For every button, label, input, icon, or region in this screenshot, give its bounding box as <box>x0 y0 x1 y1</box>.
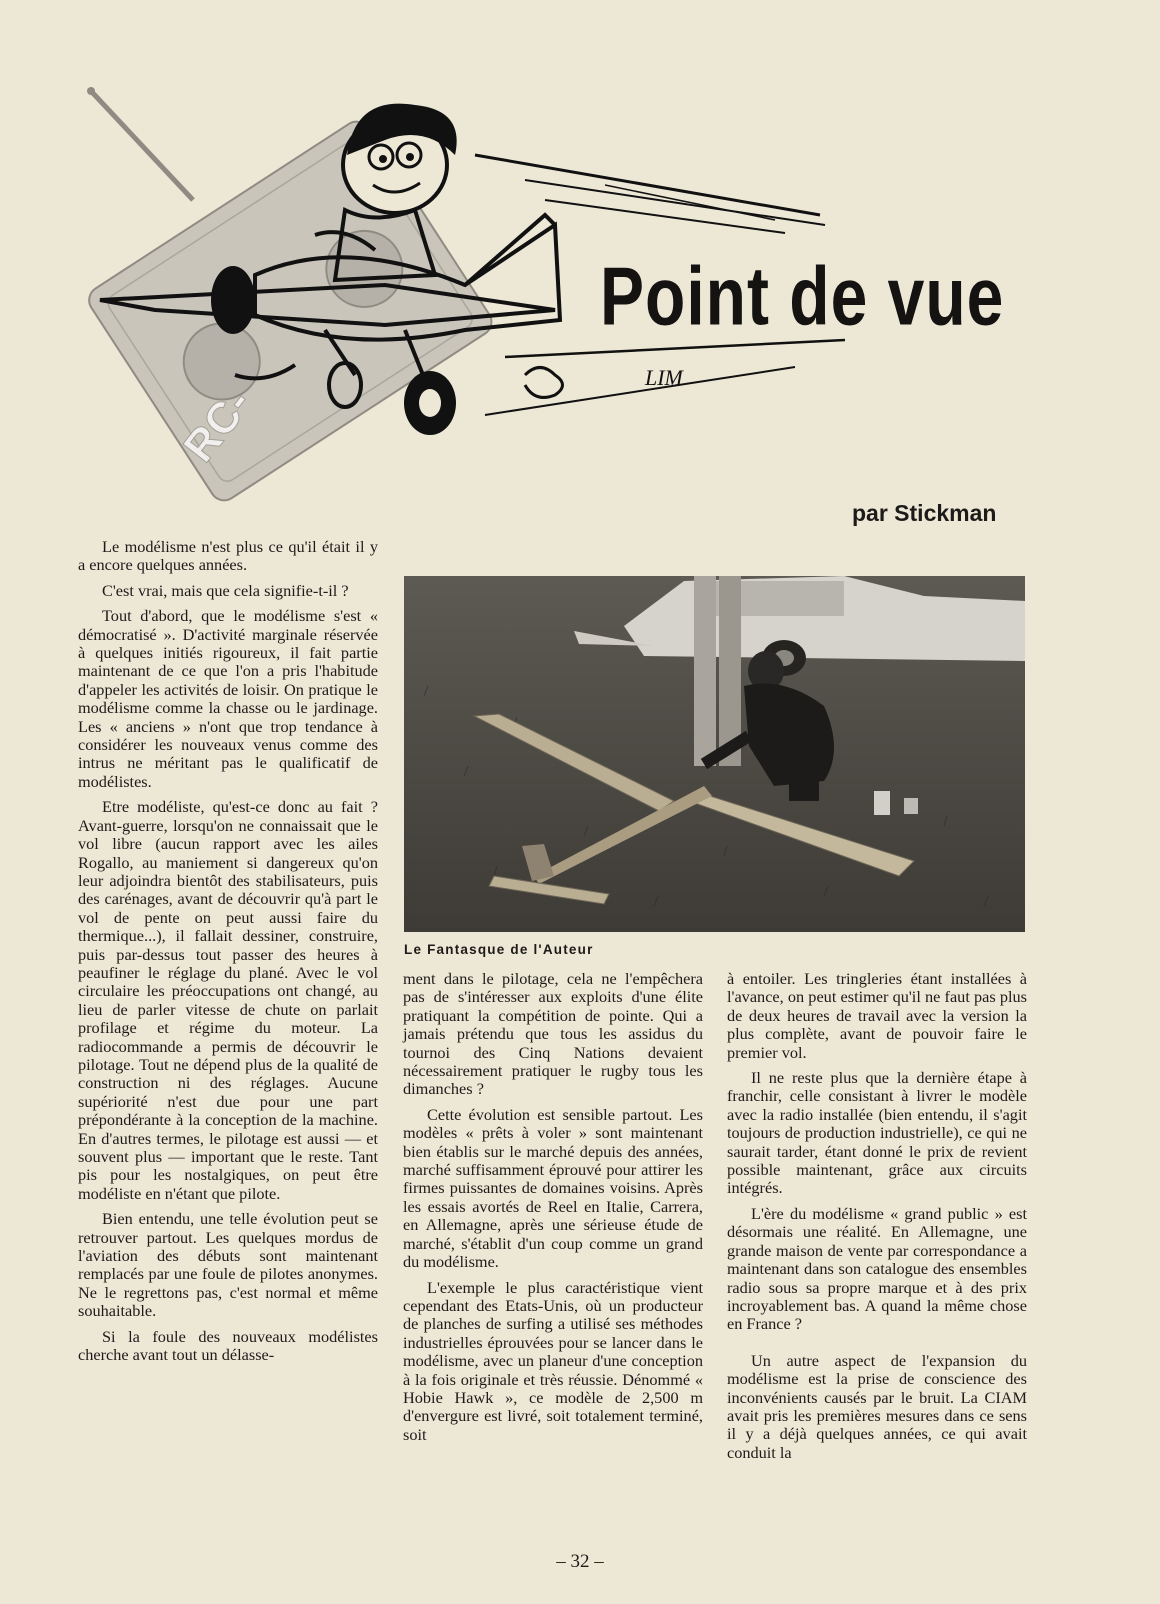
photo-caption: Le Fantasque de l'Auteur <box>404 942 594 957</box>
paragraph: C'est vrai, mais que cela signifie-t-il ? <box>102 580 349 600</box>
paragraph: Un autre aspect de l'expansion du modélisme est la prise de conscience des inconvénients causés par le bruit. La CIAM avait pris les premières mesures dans ce sens il y a déjà quelques années, ce qui avait conduit la <box>727 1350 1027 1462</box>
article-photo <box>404 576 1025 932</box>
paragraph: Cette évolution est sensible partout. Les modèles « prêts à voler » sont maintenant bien établis sur le marché depuis des années, marché suffisamment éprouvé pour attirer les firmes puissantes de domaines voisins. Après les essais avortés de Reel en Italie, Carrera, en Allemagne, après une sérieuse étude de marché, s'établit d'un coup comme un grand du modélisme. <box>403 1104 703 1272</box>
paragraph: L'ère du modélisme « grand public » est désormais une réalité. En Allemagne, une grande maison de vente par correspondance a maintenant dans son catalogue des ensembles radio sous sa propre marque et à des prix incroyablement bas. A quand la même chose en France ? <box>727 1203 1027 1334</box>
text-column-2 <box>403 970 703 1451</box>
paragraph: Si la foule des nouveaux modélistes cherche avant tout un délasse- <box>78 1326 378 1365</box>
paragraph: à entoiler. Les tringleries étant installées à l'avance, on peut estimer qu'il ne faut pas plus de deux heures de travail avec la version la plus complète, avant de pouvoir faire le premier vol. <box>727 969 1027 1062</box>
paragraph: Il ne reste plus que la dernière étape à franchir, celle consistant à livrer le modèle avec la radio installée (bien entendu, il s'agit toujours de production industrielle), ce qui ne saurait tarder, étant donné le prix de revient possible maintenant, grâce aux circuits intégrés. <box>727 1068 1027 1198</box>
page-number: – 32 – <box>556 1551 604 1572</box>
paragraph: Tout d'abord, que le modélisme s'est « démocratisé ». D'activité marginale réservée à quelques initiés rigoureux, il fait partie maintenant de ce que l'on a pris l'habitude d'appeler les activités de loisir. On pratique le modélisme comme la chasse ou le jardinage. Les « anciens » n'ont que trop tendance à considérer les nouveaux venus comme des intrus ne méritant pas le qualificatif de modélistes. <box>78 606 378 791</box>
article-byline: par Stickman <box>852 500 997 526</box>
article-title: Point de vue <box>600 249 1005 342</box>
paragraph: Etre modéliste, qu'est-ce donc au fait ? Avant-guerre, lorsqu'on ne connaissait que le vol libre (aucun rapport avec les ailes Rogallo, au maniement si dangereux qu'on leur adjoindra bientôt des stabilisateurs, puis des carénages, avant de découvrir qu'à part le vol de pente on peut aussi faire du thermique...), il fallait dessiner, construire, puis par-dessus tout passer des heures à peaufiner le réglage du plané. Avec le vol circulaire les préoccupations ont changé, au lieu de parler vitesse de chute on parlait profilage et régime du moteur. La radiocommande a permis de découvrir le pilotage. Tout ne dépend plus de la qualité de construction ni des réglages. Aucune supériorité n'est due pour une part prépondérante à la conception de la machine. En d'autres termes, le pilotage est aussi — et souvent plus — important que le reste. Tant pis pour les nostalgiques, on peut être modéliste en n'étant que pilote. <box>78 797 378 1203</box>
paragraph: ment dans le pilotage, cela ne l'empêchera pas de s'intéresser aux exploits d'une élite pratiquant la compétition de pointe. Qui a jamais prétendu que tous les assidus du tournoi des Cinq Nations devaient nécessairement pratiquer le rugby tous les dimanches ? <box>403 969 703 1099</box>
paragraph: Bien entendu, une telle évolution peut se retrouver partout. Les quelques mordus de l'aviation des débuts sont maintenant remplacés par une foule de pilotes anonymes. Ne le regrettons pas, c'est normal et même souhaitable. <box>78 1209 378 1321</box>
paragraph: L'exemple le plus caractéristique vient cependant des Etats-Unis, où un producteur de planches de surfing a utilisé ses méthodes industrielles éprouvées pour se lancer dans le modélisme, avec un planeur d'une conception à la fois originale et très réussie. Dénommé « Hobie Hawk », ce modèle de 2,500 m d'envergure est livré, soit totalement terminé, soit <box>403 1277 703 1444</box>
artist-signature: LIM <box>645 365 683 390</box>
watermark-text: RC- <box>174 379 262 472</box>
paragraph: Le modélisme n'est plus ce qu'il était il y a encore quelques années. <box>78 537 378 575</box>
text-column-3 <box>727 970 1027 1469</box>
text-column-1 <box>78 538 378 1371</box>
